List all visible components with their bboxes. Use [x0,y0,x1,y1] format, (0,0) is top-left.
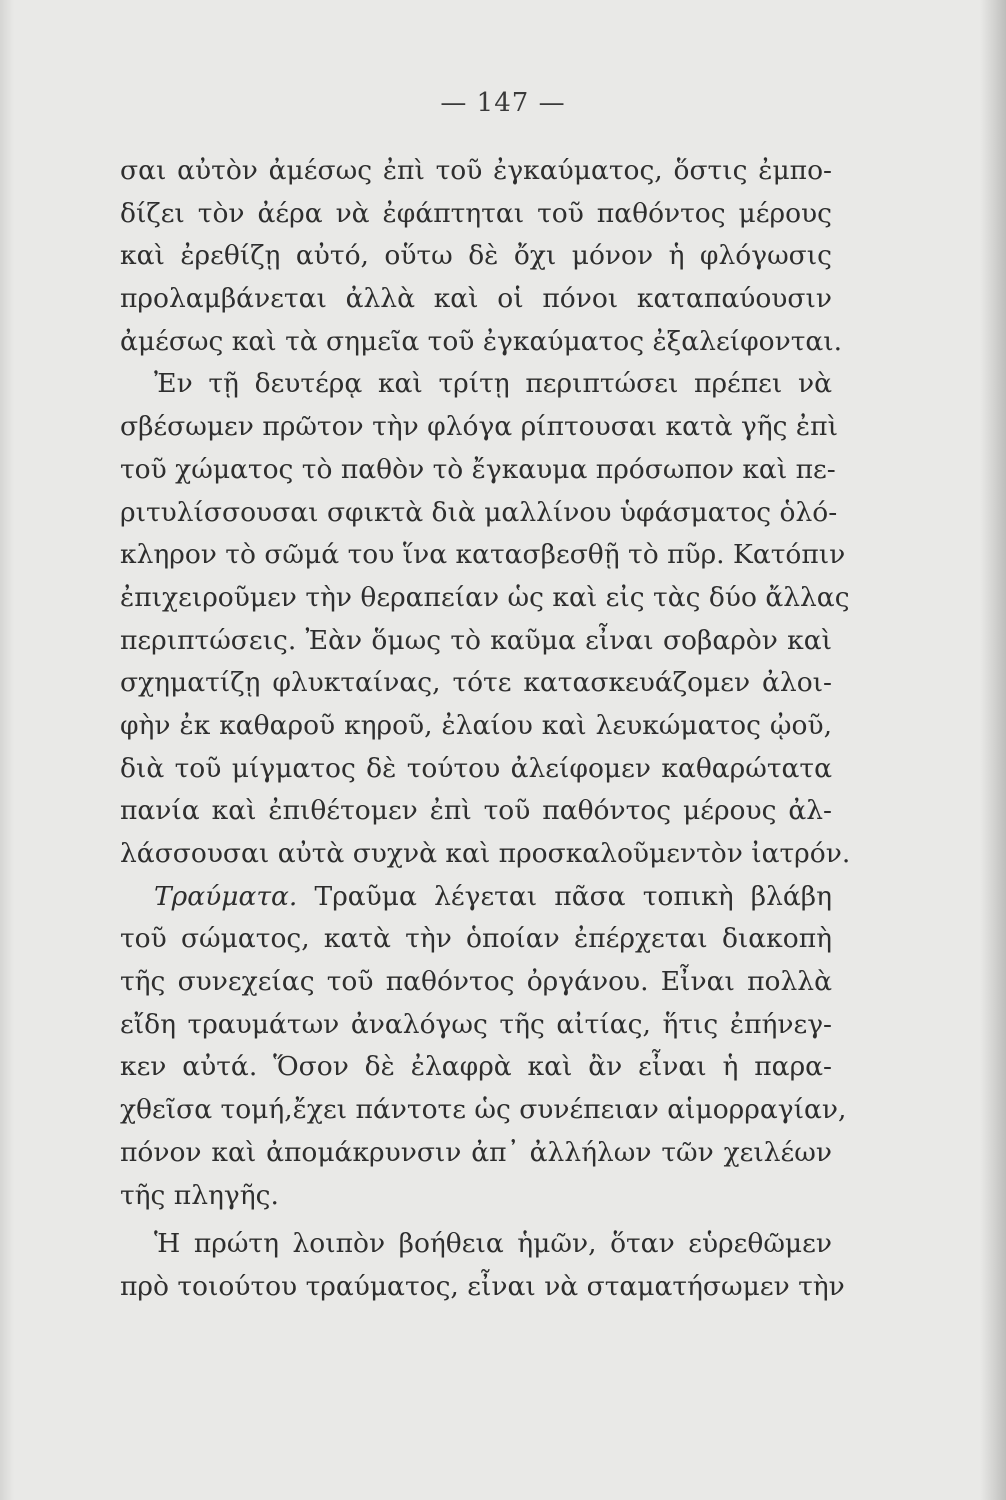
body-text [120,150,851,1309]
text-line: τῆς συνεχείας τοῦ παθόντος ὀργάνου. Εἶναι πολλὰ [120,966,832,998]
text-line: πανία καὶ ἐπιθέτομεν ἐπὶ τοῦ παθόντος μέρους ἀλ- [120,795,832,827]
text-line: περιπτώσεις. Ἐὰν ὅμως τὸ καῦμα εἶναι σοβαρὸν καὶ [120,624,832,656]
text-line: ριτυλίσσουσαι σφικτὰ διὰ μαλλίνου ὑφάσματος ὁλό- [120,496,838,528]
text-line: σαι αὐτὸν ἀμέσως ἐπὶ τοῦ ἐγκαύματος, ὅστις ἐμπο- [120,155,832,186]
text-line: ἀμέσως καὶ τὰ σημεῖα τοῦ ἐγκαύματος ἐξαλείφονται. [120,325,843,357]
text-line: κεν αὐτά. Ὅσον δὲ ἐλαφρὰ καὶ ἂν εἶναι ἡ παρα- [120,1051,832,1083]
text-line: εἴδη τραυμάτων ἀναλόγως τῆς αἰτίας, ἥτις ἐπήνεγ- [120,1008,832,1040]
text-line: πρὸ τοιούτου τραύματος, εἶναι νὰ σταματήσωμεν τὴν [120,1270,845,1302]
text-line: διὰ τοῦ μίγματος δὲ τούτου ἀλείφομεν καθαρώτατα [120,752,832,784]
page-edge-right [980,0,1006,1500]
text-line: τοῦ χώματος τὸ παθὸν τὸ ἔγκαυμα πρόσωπον καὶ πε- [120,453,836,485]
text-line: τῆς πληγῆς. [120,1179,279,1211]
text-line: κληρον τὸ σῶμά του ἵνα κατασβεσθῇ τὸ πῦρ. Κατόπιν [120,539,846,571]
text-line: τοῦ σώματος, κατὰ τὴν ὁποίαν ἐπέρχεται διακοπὴ [120,923,832,955]
text-line [120,876,832,919]
page-number: — 147 — [440,88,566,118]
text-line: σχηματίζῃ φλυκταίνας, τότε κατασκευάζομεν ἀλοι- [120,667,832,699]
text-line: Ἐν τῇ δευτέρᾳ καὶ τρίτῃ περιπτώσει πρέπει νὰ [154,368,832,400]
text-line: καὶ ἐρεθίζῃ αὐτό, οὕτω δὲ ὄχι μόνον ἡ φλόγωσις [120,240,832,272]
text-line: προλαμβάνεται ἀλλὰ καὶ οἱ πόνοι καταπαύουσιν [120,283,832,315]
text-line: σβέσωμεν πρῶτον τὴν φλόγα ρίπτουσαι κατὰ γῆς ἐπὶ [120,411,838,443]
text-line: πόνον καὶ ἀπομάκρυνσιν ἀπ᾽ ἀλλήλων τῶν χειλέων [120,1136,832,1168]
text-line: φὴν ἐκ καθαροῦ κηροῦ, ἐλαίου καὶ λευκώματος ᾠοῦ, [120,709,832,741]
text-run: Τραῦμα λέγεται πᾶσα τοπικὴ βλάβη [297,880,832,912]
text-line: Ἡ πρώτη λοιπὸν βοήθεια ἡμῶν, ὅταν εὑρεθῶμεν [154,1228,832,1260]
text-line: χθεῖσα τομή,ἔχει πάντοτε ὡς συνέπειαν αἱμορραγίαν, [120,1094,847,1126]
text-line: δίζει τὸν ἀέρα νὰ ἐφάπτηται τοῦ παθόντος μέρους [120,197,832,229]
section-heading: Τραύματα. [154,880,298,912]
text-line: ἐπιχειροῦμεν τὴν θεραπείαν ὡς καὶ εἰς τὰς δύο ἄλλας [120,581,850,613]
page-edge-left [0,0,14,1500]
text-line: λάσσουσαι αὐτὰ συχνὰ καὶ προσκαλοῦμεντὸν ἰατρόν. [120,838,851,869]
